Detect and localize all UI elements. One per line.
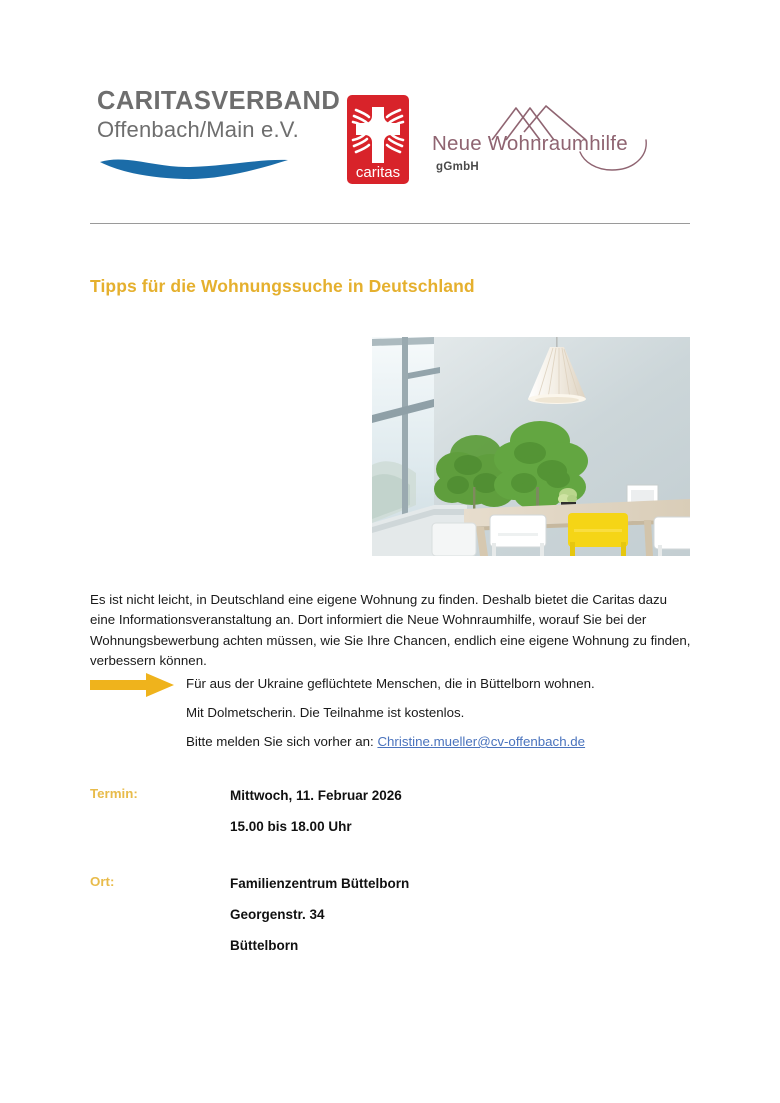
swoosh-underline-icon <box>572 138 652 174</box>
detail-values-termin <box>230 786 690 836</box>
caritas-name-line1: CARITASVERBAND <box>97 87 341 115</box>
ort-city: Büttelborn <box>230 938 299 953</box>
detail-row-termin <box>90 786 690 836</box>
neue-wohnraumhilfe-name: Neue Wohnraumhilfe <box>432 132 628 155</box>
header-divider <box>90 223 690 224</box>
note-interpreter: Mit Dolmetscherin. Die Teilnahme ist kostenlos. <box>186 705 465 720</box>
caritas-wave-icon <box>98 152 290 184</box>
caritas-logo-icon <box>347 95 409 184</box>
note-target-group: Für aus der Ukraine geflüchtete Menschen, die in Büttelborn wohnen. <box>186 676 595 691</box>
event-details <box>90 786 690 955</box>
termin-date: Mittwoch, 11. Februar 2026 <box>230 788 402 803</box>
detail-values-ort <box>230 874 690 955</box>
detail-row-ort <box>90 874 690 955</box>
logo-band <box>0 86 780 198</box>
detail-label-termin: Termin: <box>90 786 138 801</box>
notes-block <box>186 674 686 752</box>
caritas-name-line2: Offenbach/Main e.V. <box>97 117 299 142</box>
registration-email-link[interactable]: Christine.mueller@cv-offenbach.de <box>377 734 586 749</box>
intro-paragraph: Es ist nicht leicht, in Deutschland eine eigene Wohnung zu finden. Deshalb bietet die Caritas dazu eine Informationsveranstaltung an. Dort informiert die Neue Wohnraumhilfe, worauf Sie bei der Wohnungsbewerbung achten müssen, wie Sie Ihre Chancen, endlich eine eigene Wohnung zu finden, verbessern können. <box>90 592 691 669</box>
ort-venue: Familienzentrum Büttelborn <box>230 876 410 891</box>
room-photo-illustration <box>372 337 690 556</box>
neue-wohnraumhilfe-logo <box>432 102 647 182</box>
hero-photo <box>372 337 690 556</box>
caritas-wordmark <box>97 86 347 143</box>
neue-wohnraumhilfe-legal-form: gGmbH <box>436 161 480 173</box>
page-title: Tipps für die Wohnungssuche in Deutschland <box>90 276 475 296</box>
ort-street: Georgenstr. 34 <box>230 907 325 922</box>
detail-label-ort: Ort: <box>90 874 115 889</box>
note-registration <box>186 732 686 752</box>
termin-time: 15.00 bis 18.00 Uhr <box>230 819 352 834</box>
svg-text:caritas: caritas <box>355 164 401 181</box>
note-registration-prefix: Bitte melden Sie sich vorher an: <box>186 734 378 749</box>
right-arrow-icon <box>90 672 174 698</box>
